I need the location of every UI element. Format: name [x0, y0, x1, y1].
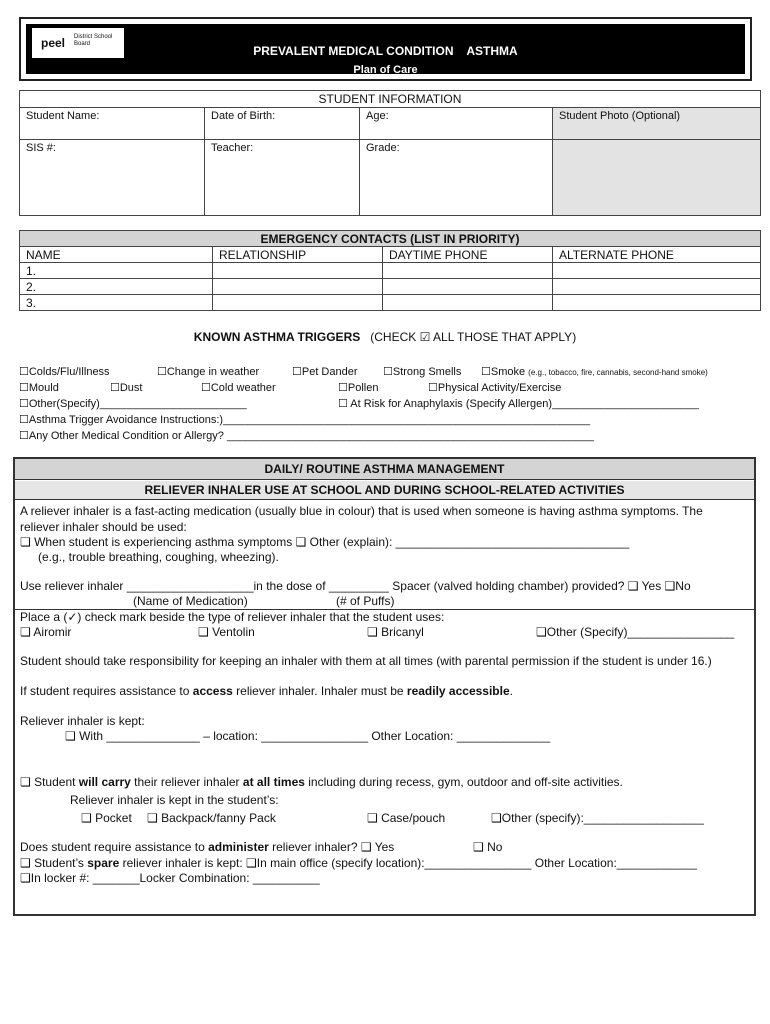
- trigger-smoke-note: (e.g., tobacco, fire, cannabis, second-hand smoke): [528, 368, 708, 377]
- assist-bold: access: [192, 684, 233, 698]
- spare-text: ❑ Student’s: [20, 856, 88, 870]
- assist-bold2: readily accessible: [406, 684, 510, 698]
- trigger-mould[interactable]: ☐Mould: [19, 382, 59, 394]
- carry-text: ❑ Student: [20, 775, 79, 789]
- sis-field[interactable]: SIS #:: [20, 140, 205, 216]
- contact-cell[interactable]: [553, 263, 761, 279]
- col-daytime-phone: DAYTIME PHONE: [383, 247, 553, 263]
- header-banner: [26, 24, 745, 74]
- trigger-colds[interactable]: ☐Colds/Flu/Illness: [19, 366, 110, 378]
- form-title: PREVALENT MEDICAL CONDITION ASTHMA: [253, 44, 518, 58]
- contact-cell[interactable]: [383, 295, 553, 311]
- case-checkbox[interactable]: ❑ Case/pouch: [367, 811, 446, 825]
- student-info-heading: STUDENT INFORMATION: [20, 91, 761, 108]
- use-inhaler-line[interactable]: Use reliever inhaler ___________________in the dose of _________ Spacer (valved holding chamber) provided? ❑ Yes ❑No: [20, 579, 691, 593]
- admin-text: Does student require assistance to: [20, 840, 209, 854]
- kept-with-line[interactable]: ❑ With ______________ – location: ________________ Other Location: ______________: [65, 729, 551, 743]
- contact-cell[interactable]: [213, 279, 383, 295]
- spare-line[interactable]: [20, 856, 697, 870]
- carry-bold: will carry: [78, 775, 131, 789]
- kept-student-label: Reliever inhaler is kept in the student’s:: [70, 793, 279, 807]
- intro-line2: reliever inhaler should be used:: [20, 520, 187, 534]
- trigger-smoke[interactable]: [481, 365, 708, 378]
- student-photo-area[interactable]: [553, 140, 761, 216]
- col-alternate-phone: ALTERNATE PHONE: [553, 247, 761, 263]
- trigger-change-weather[interactable]: ☐Change in weather: [157, 366, 260, 378]
- num-puffs-label: (# of Puffs): [336, 594, 395, 608]
- trigger-other[interactable]: ☐Other(Specify)________________________: [19, 398, 247, 410]
- triggers-note: (CHECK ☑ ALL THOSE THAT APPLY): [370, 330, 577, 344]
- backpack-checkbox[interactable]: ❑ Backpack/fanny Pack: [147, 811, 276, 825]
- contact-cell[interactable]: [553, 279, 761, 295]
- name-of-medication-label: (Name of Medication): [133, 594, 248, 608]
- contact-row[interactable]: [20, 279, 761, 295]
- age-field[interactable]: Age:: [360, 108, 553, 140]
- trigger-pet-dander[interactable]: ☐Pet Dander: [292, 366, 358, 378]
- triggers-title-text: KNOWN ASTHMA TRIGGERS: [193, 330, 361, 344]
- spare-end: reliever inhaler is kept: ❑In main office (specify location):________________ Other Location:____________: [119, 856, 697, 870]
- grade-field[interactable]: Grade:: [360, 140, 553, 216]
- pocket-checkbox[interactable]: ❑ Pocket: [81, 811, 132, 825]
- intro-line1: A reliever inhaler is a fast-acting medication (usually blue in colour) that is used when someone is having asthma symptoms. The: [20, 504, 703, 518]
- contact-cell[interactable]: [213, 295, 383, 311]
- place-check-line: Place a (✓) check mark beside the type of reliever inhaler that the student uses:: [20, 610, 445, 624]
- trigger-other-condition[interactable]: ☐Any Other Medical Condition or Allergy? ____________________________________________________________: [19, 430, 595, 442]
- assistance-access-text: [20, 684, 513, 698]
- dob-field[interactable]: Date of Birth:: [205, 108, 360, 140]
- trigger-anaphylaxis[interactable]: ☐ At Risk for Anaphylaxis (Specify Allergen)________________________: [338, 398, 699, 410]
- triggers-title: [0, 330, 770, 344]
- assist-end: .: [509, 684, 513, 698]
- emergency-contacts-table: [19, 230, 761, 311]
- administer-line[interactable]: [20, 840, 394, 854]
- logo-text: peel: [41, 36, 66, 50]
- contact-row[interactable]: [20, 295, 761, 311]
- kept-label: Reliever inhaler is kept:: [20, 714, 145, 728]
- assist-text: If student requires assistance to: [20, 684, 193, 698]
- trigger-dust[interactable]: ☐Dust: [110, 382, 143, 394]
- admin-end: reliever inhaler? ❑ Yes: [268, 840, 395, 854]
- when-options[interactable]: ❑ When student is experiencing asthma symptoms ❑ Other (explain): ___________________________________: [20, 535, 630, 549]
- form-header: [19, 17, 752, 81]
- other-location-checkbox[interactable]: ❑Other (specify):__________________: [491, 811, 704, 825]
- emergency-heading: EMERGENCY CONTACTS (LIST IN PRIORITY): [20, 231, 761, 247]
- daily-management-section: [13, 457, 756, 916]
- carry-end: including during recess, gym, outdoor and off-site activities.: [304, 775, 623, 789]
- col-name: NAME: [20, 247, 213, 263]
- locker-line[interactable]: ❑In locker #: _______Locker Combination: __________: [20, 871, 320, 885]
- contact-cell[interactable]: [213, 263, 383, 279]
- trigger-physical[interactable]: ☐Physical Activity/Exercise: [428, 382, 562, 394]
- administer-no[interactable]: ❑ No: [473, 840, 503, 854]
- assist-text-mid: reliever inhaler. Inhaler must be: [232, 684, 407, 698]
- contact-cell[interactable]: [383, 279, 553, 295]
- ventolin-checkbox[interactable]: ❑ Ventolin: [198, 625, 255, 639]
- responsibility-text: Student should take responsibility for keeping an inhaler with them at all times (with parental permission if the student is under 16.): [20, 654, 712, 668]
- reliever-heading: RELIEVER INHALER USE AT SCHOOL AND DURING SCHOOL-RELATED ACTIVITIES: [15, 481, 754, 500]
- other-inhaler-checkbox[interactable]: ❑Other (Specify)________________: [536, 625, 735, 639]
- daily-heading: DAILY/ ROUTINE ASTHMA MANAGEMENT: [15, 459, 754, 480]
- contact-cell[interactable]: [383, 263, 553, 279]
- spare-bold: spare: [87, 856, 120, 870]
- carry-bold2: at all times: [242, 775, 305, 789]
- airomir-checkbox[interactable]: ❑ Airomir: [20, 625, 72, 639]
- trigger-strong-smells[interactable]: ☐Strong Smells: [383, 366, 462, 378]
- logo-subtext: District School Board: [74, 34, 113, 47]
- student-photo-label: Student Photo (Optional): [553, 108, 761, 140]
- when-example: (e.g., trouble breathing, coughing, wheezing).: [38, 550, 279, 564]
- contact-cell[interactable]: [553, 295, 761, 311]
- col-relationship: RELATIONSHIP: [213, 247, 383, 263]
- contact-row-number: 1.: [20, 263, 213, 279]
- teacher-field[interactable]: Teacher:: [205, 140, 360, 216]
- student-name-field[interactable]: Student Name:: [20, 108, 205, 140]
- bricanyl-checkbox[interactable]: ❑ Bricanyl: [367, 625, 424, 639]
- trigger-pollen[interactable]: ☐Pollen: [338, 382, 379, 394]
- carry-mid: their reliever inhaler: [130, 775, 243, 789]
- admin-bold: administer: [208, 840, 269, 854]
- trigger-smoke-label: ☐Smoke: [481, 366, 526, 378]
- contact-row-number: 3.: [20, 295, 213, 311]
- contact-row-number: 2.: [20, 279, 213, 295]
- form-subtitle: Plan of Care: [353, 64, 418, 76]
- trigger-cold-weather[interactable]: ☐Cold weather: [201, 382, 276, 394]
- carry-line[interactable]: [20, 775, 623, 789]
- trigger-avoidance[interactable]: ☐Asthma Trigger Avoidance Instructions:)____________________________________________________________: [19, 414, 591, 426]
- student-info-table: [19, 90, 761, 216]
- contact-row[interactable]: [20, 263, 761, 279]
